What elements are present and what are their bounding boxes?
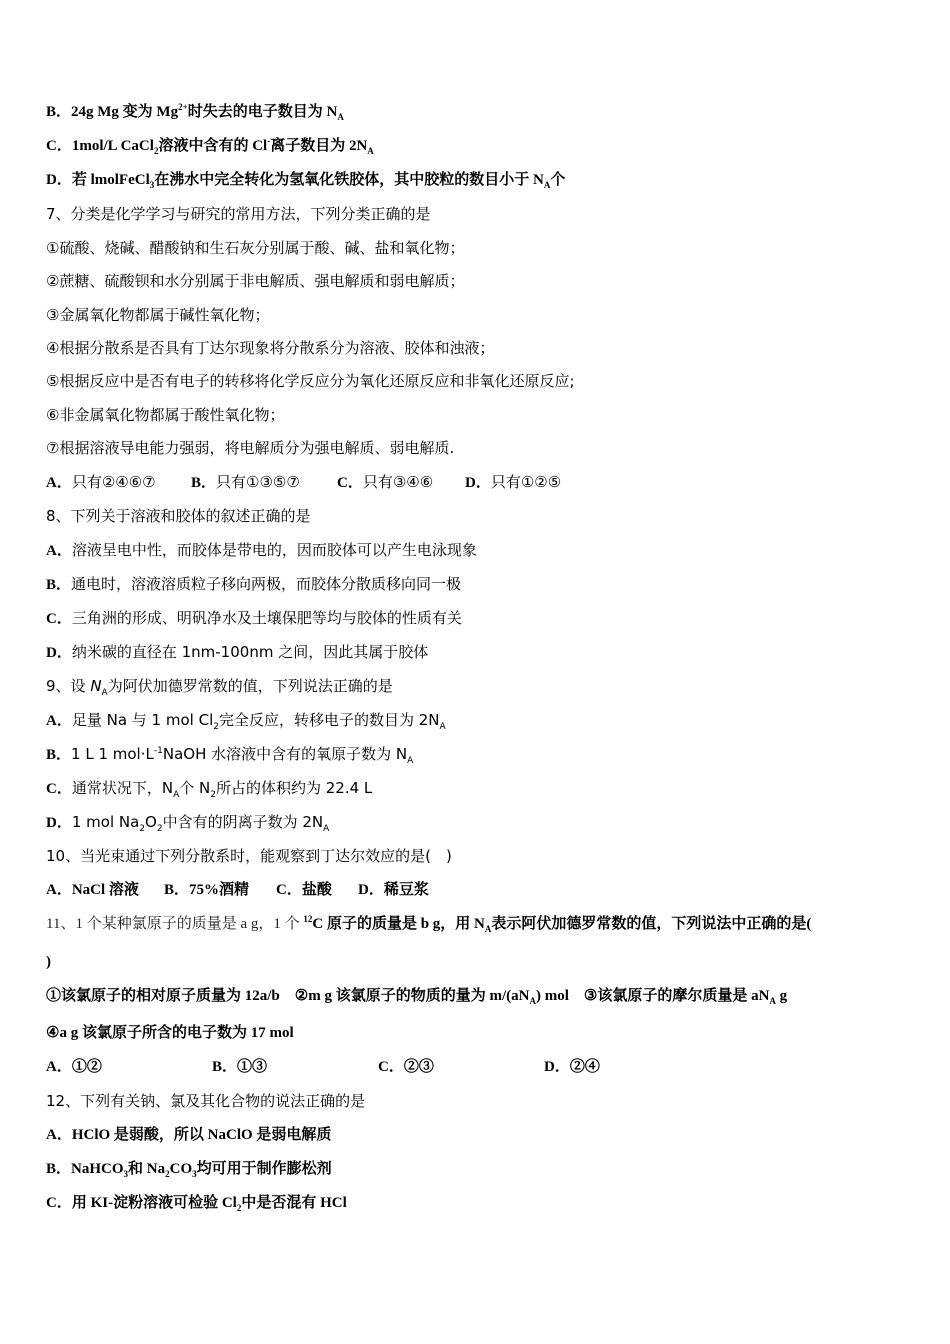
option-label: D． (46, 172, 72, 188)
option-text: NaCl 溶液 (71, 882, 139, 898)
q11-statements (46, 986, 787, 1006)
q12-option-c (46, 1193, 347, 1213)
subscript: 2 (153, 146, 159, 156)
option-text: 只有②④⑥⑦ (71, 473, 156, 491)
superscript: 12 (303, 914, 313, 924)
subscript: A (543, 180, 551, 190)
q8-stem: 8、下列关于溶液和胶体的叙述正确的是 (46, 507, 311, 525)
stem-text: 为阿伏加德罗常数的值，下列说法正确的是 (107, 677, 393, 695)
option-text: 个 N (179, 779, 211, 797)
q11-stem-close: ) (46, 954, 51, 970)
option-label: D． (358, 882, 384, 898)
option-label: B． (46, 1161, 72, 1177)
superscript: - (267, 136, 271, 146)
option-label: B． (164, 882, 190, 898)
subscript: A (484, 924, 492, 934)
q9-option-c (46, 778, 372, 799)
q11-option-b (212, 1057, 378, 1077)
option-text: ①② (71, 1059, 102, 1075)
q10-option-b (164, 880, 276, 900)
subscript: 2 (139, 824, 146, 834)
option-label: C． (46, 1195, 72, 1211)
option-label: C． (46, 138, 72, 154)
option-text: 在沸水中完全转化为氢氧化铁胶体，其中胶粒的数目小于 N (154, 172, 544, 188)
option-text: HClO 是弱酸，所以 NaClO 是弱电解质 (71, 1127, 332, 1143)
option-label: A． (46, 543, 72, 559)
q9-option-a (46, 710, 446, 731)
option-text: 中是否混有 HCl (241, 1195, 347, 1211)
q7-item-6: ⑥非金属氧化物都属于酸性氧化物； (46, 406, 285, 424)
option-text: ②④ (569, 1059, 600, 1075)
q12-option-b (46, 1159, 332, 1179)
stem-text: 表示阿伏加德罗常数的值，下列说法中正确的是( (491, 916, 812, 932)
q11-option-a (46, 1057, 212, 1077)
q7-item-3: ③金属氧化物都属于碱性氧化物； (46, 306, 270, 324)
option-text: 稀豆浆 (383, 882, 429, 898)
option-label: C． (378, 1059, 404, 1075)
subscript: 3 (149, 180, 155, 190)
q7-item-1: ①硫酸、烧碱、醋酸钠和生石灰分别属于酸、碱、盐和氧化物； (46, 239, 465, 257)
q7-option-d (465, 472, 561, 493)
option-label: D． (544, 1059, 570, 1075)
option-text: 均可用于制作膨松剂 (196, 1161, 332, 1177)
statement-text: ③该氯原子的摩尔质量是 aN (583, 988, 770, 1004)
option-text: NaHCO (71, 1161, 124, 1177)
option-text: 中含有的阴离子数为 2N (162, 813, 324, 831)
option-label: A． (46, 475, 72, 491)
q11-stem (46, 914, 811, 934)
option-label: C． (337, 475, 363, 491)
option-text: 盐酸 (301, 882, 332, 898)
option-text: 个 (550, 172, 566, 188)
q10-options (46, 880, 429, 900)
superscript: -1 (153, 746, 163, 756)
option-label: B． (46, 104, 72, 120)
option-text: 溶液呈电中性，而胶体是带电的，因而胶体可以产生电泳现象 (71, 541, 477, 559)
option-label: A． (46, 713, 72, 729)
q6-option-c (46, 136, 374, 156)
q12-option-a (46, 1125, 331, 1145)
stem-text: C 原子的质量是 b g，用 N (312, 916, 485, 932)
statement-text: g (775, 988, 788, 1004)
option-text: 和 Na (128, 1161, 166, 1177)
subscript: A (173, 790, 180, 800)
q11-statement-4: ④a g 该氯原子所含的电子数为 17 mol (46, 1025, 294, 1041)
q8-option-d (46, 642, 428, 663)
option-label: B． (46, 577, 72, 593)
option-label: B． (191, 475, 217, 491)
option-text: 只有③④⑥ (362, 473, 434, 491)
q8-option-b (46, 574, 461, 595)
statement-1: ①该氯原子的相对原子质量为 12a/b (46, 988, 280, 1004)
option-text: 1 L 1 mol·L (71, 745, 154, 763)
option-text: 通电时，溶液溶质粒子移向两极，而胶体分散质移向同一极 (71, 575, 462, 593)
q7-item-7: ⑦根据溶液导电能力强弱，将电解质分为强电解质、弱电解质. (46, 439, 455, 457)
subscript: 2 (165, 1169, 170, 1179)
option-text: 用 KI-淀粉溶液可检验 Cl (71, 1195, 237, 1211)
option-text: 只有①②⑤ (490, 473, 562, 491)
q8-option-c (46, 608, 462, 629)
option-text: 1 mol Na (71, 813, 140, 831)
subscript: A (101, 688, 108, 698)
q6-option-d (46, 170, 565, 190)
statement-text: ) mol (535, 988, 569, 1004)
option-text: 所占的体积约为 22.4 L (215, 779, 373, 797)
q10-option-c (276, 880, 358, 900)
option-text: 溶液中含有的 Cl (158, 138, 268, 154)
option-text: 足量 Na 与 1 mol Cl (71, 711, 214, 729)
q6-option-b (46, 102, 344, 122)
q12-stem: 12、下列有关钠、氯及其化合物的说法正确的是 (46, 1092, 366, 1110)
option-text: 三角洲的形成、明矾净水及土壤保肥等均与胶体的性质有关 (71, 609, 462, 627)
option-label: D． (46, 645, 72, 661)
stem-text: 11、1 个某种氯原子的质量是 a g，1 个 (46, 916, 304, 932)
subscript: 2 (210, 790, 216, 800)
option-text: 24g Mg 变为 Mg (71, 104, 179, 120)
option-text: 通常状况下，N (71, 779, 174, 797)
statement-2 (295, 988, 569, 1004)
option-label: A． (46, 1059, 72, 1075)
subscript: A (367, 146, 374, 156)
option-text: ①③ (237, 1059, 268, 1075)
option-label: A． (46, 882, 72, 898)
q11-option-c (378, 1057, 544, 1077)
q7-item-5: ⑤根据反应中是否有电子的转移将化学反应分为氧化还原反应和非氧化还原反应; (46, 372, 575, 390)
option-label: C． (276, 882, 302, 898)
option-text: NaOH 水溶液中含有的氧原子数为 N (162, 745, 408, 763)
subscript: A (337, 112, 344, 122)
option-label: D． (465, 475, 491, 491)
subscript: 2 (213, 722, 219, 732)
q8-option-a (46, 540, 477, 561)
q11-option-d (544, 1057, 600, 1077)
subscript: 3 (192, 1169, 197, 1179)
subscript: A (407, 756, 414, 766)
q7-options (46, 472, 561, 493)
option-label: B． (46, 747, 72, 763)
q10-option-d (358, 880, 429, 900)
q7-option-c (337, 472, 465, 493)
superscript: 2+ (178, 102, 188, 112)
option-text: ②③ (403, 1059, 434, 1075)
subscript: 3 (123, 1169, 129, 1179)
option-label: D． (46, 815, 72, 831)
subscript: A (529, 996, 536, 1006)
q10-option-a (46, 880, 164, 900)
option-text: 1mol/L CaCl (71, 138, 154, 154)
option-text: 75%酒精 (189, 882, 250, 898)
q7-option-b (191, 472, 337, 493)
q11-options (46, 1057, 600, 1077)
q7-item-4: ④根据分散系是否具有丁达尔现象将分散系分为溶液、胶体和浊液； (46, 339, 495, 357)
option-text: 纳米碳的直径在 1nm-100nm 之间，因此其属于胶体 (71, 643, 429, 661)
option-label: C． (46, 611, 72, 627)
q9-stem (46, 676, 393, 696)
option-label: B． (212, 1059, 238, 1075)
subscript: 2 (236, 1203, 242, 1213)
option-label: C． (46, 781, 72, 797)
option-text: 时失去的电子数目为 N (187, 104, 338, 120)
subscript: A (323, 824, 330, 834)
option-text: CO (169, 1161, 193, 1177)
q9-option-b (46, 744, 413, 765)
avogadro-symbol: N (90, 677, 102, 695)
option-text: O (145, 813, 157, 831)
q7-stem: 7、分类是化学学习与研究的常用方法，下列分类正确的是 (46, 205, 431, 223)
option-text: 若 lmolFeCl (71, 172, 150, 188)
q7-option-a (46, 472, 191, 493)
q9-option-d (46, 812, 329, 833)
option-text: 只有①③⑤⑦ (216, 473, 300, 491)
subscript: 2 (156, 824, 163, 834)
option-text: 完全反应，转移电子的数目为 2N (218, 711, 440, 729)
statement-text: ②m g 该氯原子的物质的量为 m/(aN (294, 988, 530, 1004)
subscript: A (769, 996, 776, 1006)
stem-text: 9、设 (46, 677, 91, 695)
statement-3 (584, 988, 787, 1004)
option-label: A． (46, 1127, 72, 1143)
q10-stem: 10、当光束通过下列分散系时，能观察到丁达尔效应的是( ) (46, 847, 452, 865)
subscript: A (439, 722, 446, 732)
q7-item-2: ②蔗糖、硫酸钡和水分别属于非电解质、强电解质和弱电解质； (46, 272, 465, 290)
option-text: 离子数目为 2N (270, 138, 368, 154)
